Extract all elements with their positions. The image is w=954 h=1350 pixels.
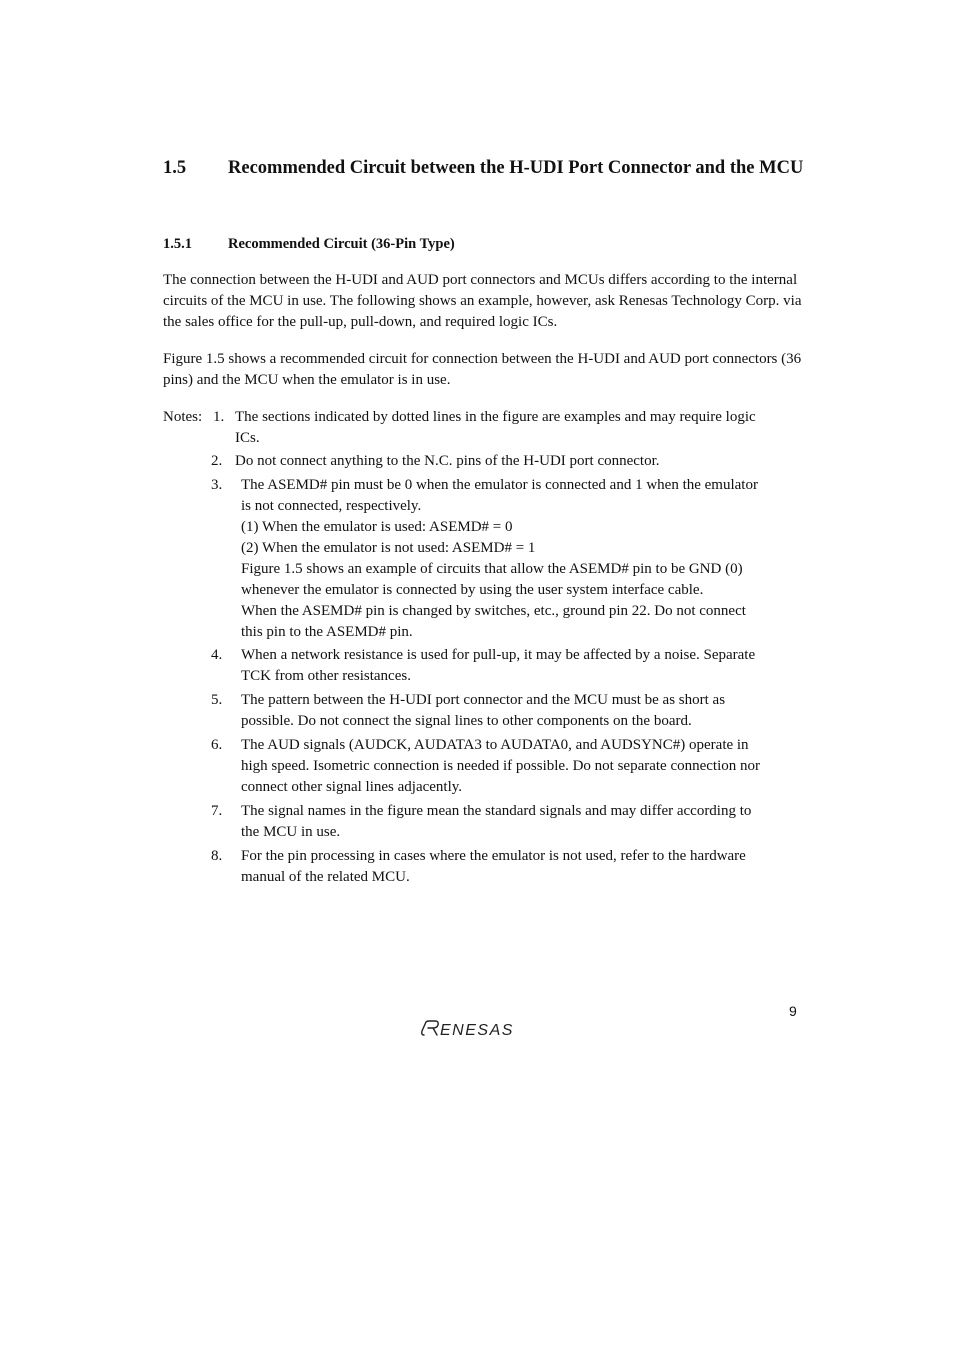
note-item [163,407,803,449]
note-text [241,735,803,798]
note-text [241,475,803,643]
note-text [235,407,803,449]
note-line: The signal names in the figure mean the standard signals and may differ according to [241,803,752,819]
note-line: ICs. [235,430,260,446]
note-item [163,735,803,798]
note-line: (2) When the emulator is not used: ASEMD# = 1 [241,540,536,556]
note-line: When a network resistance is used for pull-up, it may be affected by a noise. Separate [241,647,756,663]
note-number: 3. [211,477,223,493]
note-number: 2. [211,453,223,469]
svg-text:ENESAS: ENESAS [440,1022,514,1039]
note-line: When the ASEMD# pin is changed by switches, etc., ground pin 22. Do not connect [241,603,746,619]
note-number: 8. [211,848,223,864]
note-line: Do not connect anything to the N.C. pins of the H-UDI port connector. [235,453,660,469]
note-line: (1) When the emulator is used: ASEMD# = 0 [241,519,513,535]
note-line: whenever the emulator is connected by using the user system interface cable. [241,582,704,598]
paragraph-intro: The connection between the H-UDI and AUD port connectors and MCUs differs according to the internal circuits of the MCU in use. The following shows an example, however, ask Renesas Technology Corp. via the sales office for the pull-up, pull-down, and required logic ICs. [163,272,802,330]
note-number: 5. [211,692,223,708]
section-title: Recommended Circuit between the H-UDI Port Connector and the MCU [228,158,804,178]
page-number: 9 [789,1003,797,1019]
note-text [241,645,803,687]
note-line: manual of the related MCU. [241,869,410,885]
note-text [241,846,803,888]
note-number: 7. [211,803,223,819]
note-line: is not connected, respectively. [241,498,422,514]
note-line: TCK from other resistances. [241,668,411,684]
note-line: connect other signal lines adjacently. [241,779,463,795]
note-line: Figure 1.5 shows an example of circuits that allow the ASEMD# pin to be GND (0) [241,561,743,577]
note-item [163,846,803,888]
paragraph-figure-reference: Figure 1.5 shows a recommended circuit for connection between the H-UDI and AUD port connectors (36 pins) and the MCU when the emulator is in use. [163,351,802,388]
note-line: possible. Do not connect the signal lines to other components on the board. [241,713,692,729]
note-line: The pattern between the H-UDI port connector and the MCU must be as short as [241,692,726,708]
note-item [163,475,803,643]
note-text [235,451,803,472]
note-line: The ASEMD# pin must be 0 when the emulator is connected and 1 when the emulator [241,477,758,493]
note-item [163,451,803,472]
note-text [241,801,803,843]
note-text [241,690,803,732]
note-number: 6. [211,737,223,753]
note-item [163,645,803,687]
note-line: high speed. Isometric connection is needed if possible. Do not separate connection nor [241,758,761,774]
subsection-title: Recommended Circuit (36-Pin Type) [228,236,455,252]
renesas-logo [418,1016,548,1040]
note-line: The AUD signals (AUDCK, AUDATA3 to AUDATA0, and AUDSYNC#) operate in [241,737,749,753]
note-line: the MCU in use. [241,824,341,840]
note-number: 1. [213,409,225,425]
note-number: 4. [211,647,223,663]
note-line: The sections indicated by dotted lines in the figure are examples and may require logic [235,409,756,425]
section-number: 1.5 [163,158,187,178]
note-item [163,801,803,843]
note-item [163,690,803,732]
subsection-number: 1.5.1 [163,236,192,252]
note-line: this pin to the ASEMD# pin. [241,624,413,640]
notes-label: Notes: [163,409,203,425]
note-line: For the pin processing in cases where the emulator is not used, refer to the hardware [241,848,746,864]
